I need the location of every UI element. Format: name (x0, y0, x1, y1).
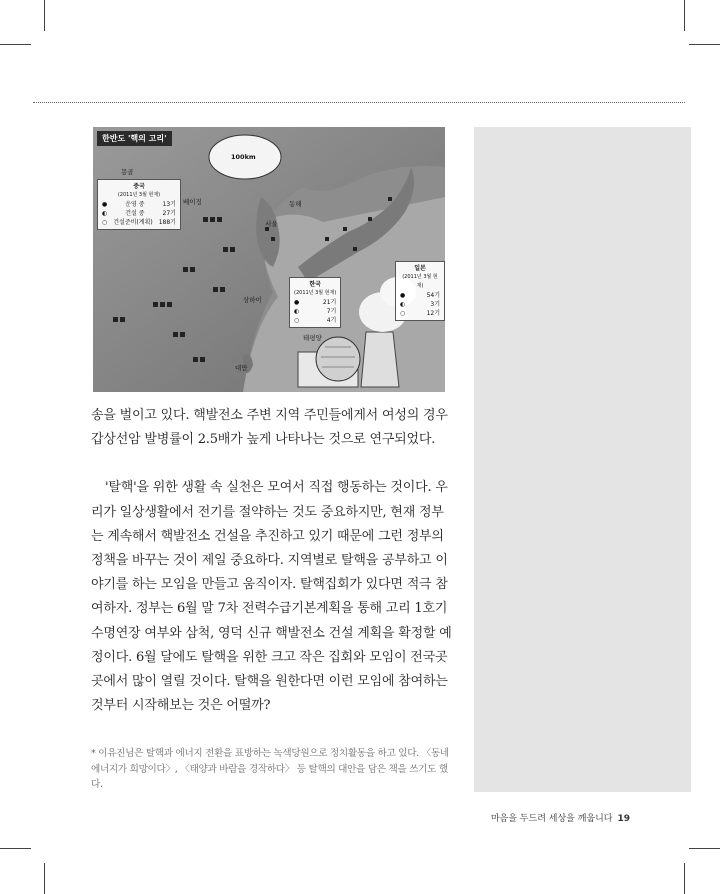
legend-china-subtitle: (2011년 3월 현재) (117, 192, 161, 198)
legend-japan-subtitle: (2011년 3월 현재) (402, 274, 438, 289)
crop-mark-top-left-v (44, 0, 45, 31)
legend-value: 7기 (326, 308, 337, 315)
legend-korea-row (294, 307, 336, 316)
label-taiwan: 대만 (235, 364, 248, 372)
legend-value: 54기 (426, 292, 440, 299)
legend-label: 운영 중 (125, 201, 145, 208)
legend-japan-row (400, 300, 440, 309)
label-seoul: 서울 (265, 220, 278, 228)
legend-korea-row (294, 316, 336, 325)
legend-value: 4기 (326, 317, 337, 324)
legend-japan-row (400, 291, 440, 300)
reactor-planned-icon: ○ (102, 219, 108, 226)
body-text (91, 404, 453, 718)
reactor-construction-icon: ◐ (102, 210, 108, 217)
legend-value: 3기 (430, 301, 440, 308)
legend-label: 건설 중 (125, 210, 145, 217)
label-mongolia: 몽골 (121, 168, 134, 176)
legend-china-title: 중국 (133, 183, 145, 190)
page-number: 19 (617, 814, 630, 824)
legend-japan (395, 261, 445, 321)
reactor-planned-icon: ○ (400, 310, 406, 317)
legend-china-row (102, 200, 176, 209)
body-paragraph-2: '탈핵'을 위한 생활 속 실천은 모여서 직접 행동하는 것이다. 우리가 일상생활에서 전기를 절약하는 것도 중요하지만, 현재 정부는 계속해서 핵발전소 건설을 추진하고 있기 때문에 그런 정부의 정책을 바꾸는 것이 제일 중요하다. 지역별로 탈핵을 공부하고 이야기를 하는 모임을 만들고 움직이자. 탈핵집회가 있다면 적극 참여하자. 정부는 6월 말 7차 전력수급기본계획을 통해 고리 1호기 수명연장 여부와 삼척, 영덕 신규 핵발전소 건설 계획을 확정할 예정이다. 6월 달에도 탈핵을 위한 크고 작은 집회와 모임이 전국곳곳에서 많이 열릴 것이다. 탈핵을 원한다면 이런 모임에 참여하는 것부터 시작해보는 것은 어떨까? (91, 480, 452, 714)
page-footer (491, 811, 630, 824)
crop-mark-bottom-left-v (44, 863, 45, 894)
legend-korea-subtitle: (2011년 3월 현재) (294, 290, 337, 296)
reactor-operating-icon: ● (400, 292, 406, 299)
legend-china (97, 179, 181, 230)
legend-value: 21기 (322, 299, 337, 306)
legend-japan-row (400, 309, 440, 318)
legend-korea (289, 277, 341, 328)
callout-distance-label: 100km (231, 153, 256, 161)
running-title: 마음을 두드려 세상을 깨웁니다 (490, 814, 613, 824)
legend-value: 13기 (162, 201, 176, 208)
reactor-operating-icon: ● (102, 201, 108, 208)
legend-china-row (102, 209, 176, 218)
reactor-operating-icon: ● (294, 299, 300, 306)
reactor-construction-icon: ◐ (400, 301, 406, 308)
label-beijing: 베이징 (183, 198, 202, 206)
crop-mark-bottom-right-v (684, 863, 685, 894)
legend-value: 188기 (158, 219, 176, 226)
body-paragraph-1: 송을 벌이고 있다. 핵발전소 주변 지역 주민들에게서 여성의 경우 갑상선암 발병률이 2.5배가 높게 나타나는 것으로 연구되었다. (91, 408, 448, 448)
legend-korea-row (294, 298, 336, 307)
crop-mark-top-right (689, 44, 720, 45)
reactor-construction-icon: ◐ (294, 308, 300, 315)
crop-mark-bottom-right (689, 848, 720, 849)
crop-mark-bottom-left (0, 848, 31, 849)
reactor-planned-icon: ○ (294, 317, 300, 324)
label-pacific: 태평양 (303, 334, 322, 342)
crop-mark-top-right-v (684, 0, 685, 31)
map-background (93, 127, 445, 392)
crop-mark-top-left (0, 44, 31, 45)
label-shanghai: 상하이 (243, 296, 262, 304)
author-footnote: * 이유진님은 탈핵과 에너지 전환을 표방하는 녹색당원으로 정치활동을 하고 있다. 〈동네에너지가 희망이다〉, 〈태양과 바람을 경작하다〉 등 탈핵의 대안을 담은 책을 쓰기도 했다. (91, 748, 449, 790)
legend-korea-title: 한국 (309, 281, 321, 288)
header-dotted-rule (33, 102, 685, 103)
legend-value: 27기 (162, 210, 176, 217)
legend-label: 건설준비(계획) (113, 219, 153, 226)
legend-japan-title: 일본 (414, 265, 426, 272)
map-title: 한반도 '핵의 고리' (97, 131, 172, 146)
nuclear-ring-map (93, 127, 445, 392)
side-panel (474, 127, 691, 792)
label-east-sea: 동해 (289, 200, 302, 208)
legend-china-row (102, 218, 176, 227)
legend-value: 12기 (426, 310, 440, 317)
